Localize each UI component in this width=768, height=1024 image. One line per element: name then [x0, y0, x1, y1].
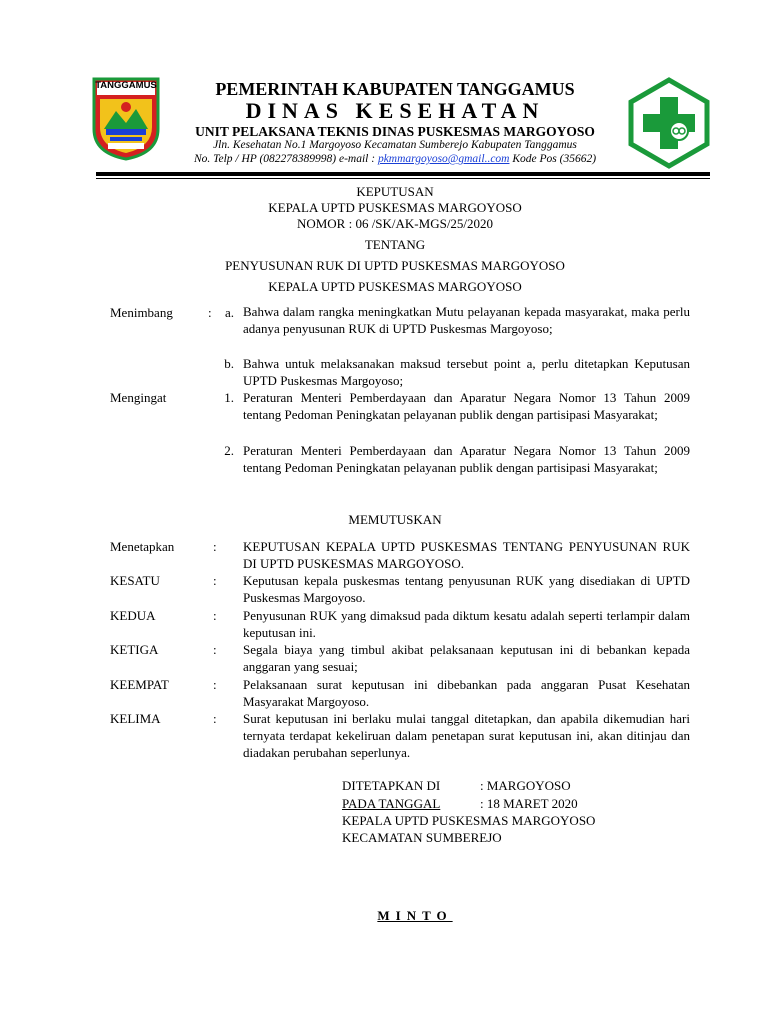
tanggal-label: PADA TANGGAL	[342, 796, 441, 811]
diktum-label-kedua: KEDUA	[110, 608, 156, 623]
mengingat-item-1: Peraturan Menteri Pemberdayaan dan Aparatur Negara Nomor 13 Tahun 2009 tentang Pedoman Peningkatan pelayanan publik dengan partisipasi Masyarakat;	[243, 390, 690, 422]
diktum-label-ketiga: KETIGA	[110, 642, 159, 657]
tanggal-value: : 18 MARET 2020	[480, 796, 578, 811]
ditetapkan-value: : MARGOYOSO	[480, 778, 571, 793]
signatory-title: KEPALA UPTD PUSKESMAS MARGOYOSO	[342, 813, 596, 828]
diktum-text-ketiga: Segala biaya yang timbul akibat pelaksanaan keputusan ini di bebankan kepada anggaran yang sesuai;	[243, 642, 690, 674]
diktum-colon: :	[213, 573, 217, 588]
logo-left-caption: TANGGAMUS	[95, 80, 157, 91]
letterhead-agency: DINAS KESEHATAN	[245, 98, 545, 123]
title-keputusan: KEPUTUSAN	[356, 184, 434, 199]
diktum-label-menetapkan: Menetapkan	[110, 539, 175, 554]
diktum-colon: :	[213, 608, 217, 623]
memutuskan-heading: MEMUTUSKAN	[348, 512, 442, 527]
tanggal-row	[342, 796, 578, 812]
contact-prefix: No. Telp / HP (082278389998) e-mail :	[193, 153, 378, 165]
signatory-district: KECAMATAN SUMBEREJO	[342, 830, 502, 845]
ditetapkan-row	[342, 778, 571, 794]
menimbang-marker-b: b.	[224, 356, 234, 371]
title-tentang: TENTANG	[364, 237, 426, 252]
title-official: KEPALA UPTD PUSKESMAS MARGOYOSO	[268, 279, 522, 294]
diktum-text-kedua: Penyusunan RUK yang dimaksud pada diktum kesatu adalah seperti terlampir dalam keputusan ini.	[243, 608, 690, 640]
title-nomor: NOMOR : 06 /SK/AK-MGS/25/2020	[296, 216, 494, 231]
diktum-colon: :	[213, 677, 217, 692]
mengingat-marker-2: 2.	[224, 443, 234, 458]
ditetapkan-label: DITETAPKAN DI	[342, 778, 441, 793]
diktum-colon: :	[213, 711, 217, 726]
title-kepala: KEPALA UPTD PUSKESMAS MARGOYOSO	[268, 200, 522, 215]
mengingat-label: Mengingat	[110, 390, 167, 405]
letterhead-unit: UNIT PELAKSANA TEKNIS DINAS PUSKESMAS MARGOYOSO	[195, 124, 595, 139]
diktum-label-keempat: KEEMPAT	[110, 677, 169, 692]
diktum-colon: :	[213, 642, 217, 657]
menimbang-item-b: Bahwa untuk melaksanakan maksud tersebut point a, perlu ditetapkan Keputusan UPTD Puskesmas Margoyoso;	[243, 356, 690, 388]
letterhead-divider-thin	[96, 178, 710, 179]
diktum-colon: :	[213, 539, 217, 554]
mengingat-item-2: Peraturan Menteri Pemberdayaan dan Aparatur Negara Nomor 13 Tahun 2009 tentang Pedoman Peningkatan pelayanan publik dengan partisipasi Masyarakat;	[243, 443, 690, 475]
letterhead-contact	[160, 153, 630, 165]
letterhead-address: Jln. Kesehatan No.1 Margoyoso Kecamatan Sumberejo Kabupaten Tanggamus	[213, 139, 577, 151]
diktum-label-kesatu: KESATU	[110, 573, 160, 588]
menimbang-label: Menimbang	[110, 305, 173, 320]
letterhead-divider-thick	[96, 172, 710, 176]
diktum-label-kelima: KELIMA	[110, 711, 161, 726]
menimbang-item-a: Bahwa dalam rangka meningkatkan Mutu pelayanan kepada masyarakat, maka perlu adanya penyusunan RUK di UPTD Puskesmas Margoyoso;	[243, 304, 690, 336]
signatory-name: MINTO	[377, 908, 453, 923]
diktum-text-keempat: Pelaksanaan surat keputusan ini dibebankan pada anggaran Pusat Kesehatan Masyarakat Margoyoso.	[243, 677, 690, 709]
letterhead-government: PEMERINTAH KABUPATEN TANGGAMUS	[215, 79, 575, 99]
mengingat-marker-1: 1.	[224, 390, 234, 405]
puskesmas-cross-logo-icon	[627, 77, 711, 169]
diktum-text-kelima: Surat keputusan ini berlaku mulai tanggal ditetapkan, dan apabila dikemudian hari ternyata terdapat kekeliruan dalam penetapan surat keputusan ini, akan ditinjau dan diadakan perubahan seperlunya.	[243, 711, 690, 760]
diktum-text-menetapkan: KEPUTUSAN KEPALA UPTD PUSKESMAS TENTANG PENYUSUNAN RUK DI UPTD PUSKESMAS MARGOYOSO.	[243, 539, 690, 571]
menimbang-marker-a: a.	[224, 305, 234, 320]
diktum-text-kesatu: Keputusan kepala puskesmas tentang penyusunan RUK yang disediakan di UPTD Puskesmas Margoyoso.	[243, 573, 690, 605]
title-subject: PENYUSUNAN RUK DI UPTD PUSKESMAS MARGOYOSO	[225, 258, 565, 273]
email-link[interactable]: pkmmargoyoso@gmail..com	[377, 153, 510, 165]
menimbang-colon: :	[208, 305, 212, 320]
contact-suffix: Kode Pos (35662)	[509, 153, 597, 165]
